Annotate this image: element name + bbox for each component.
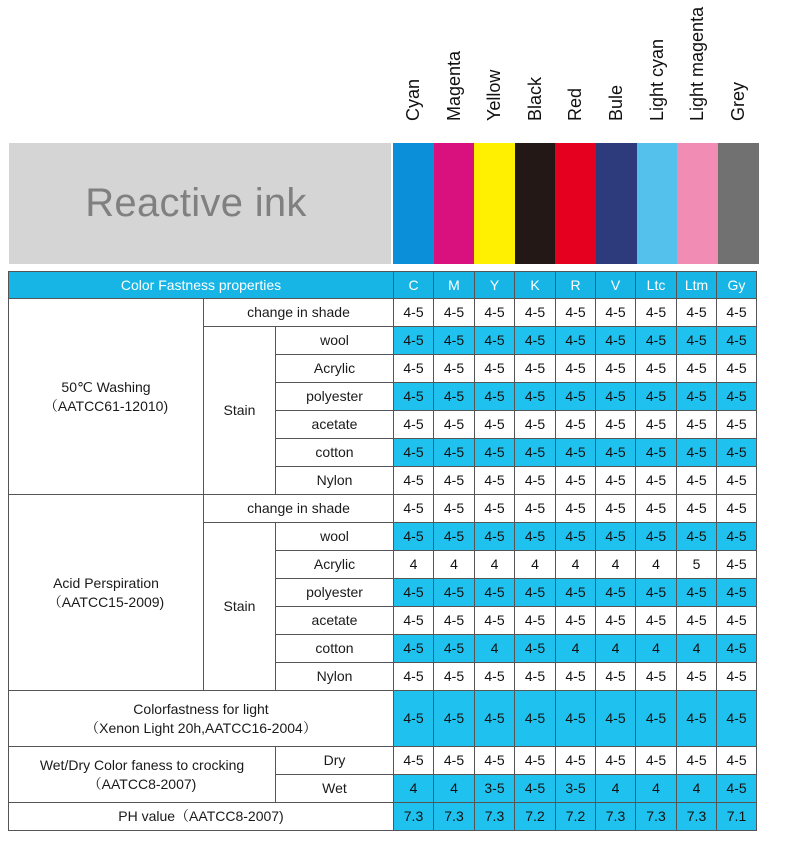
table-row (9, 691, 757, 747)
value-cell: 4-5 (677, 579, 717, 607)
ph-label: PH value（AATCC8-2007) (9, 803, 394, 831)
value-cell: 4-5 (556, 607, 596, 635)
value-cell: 4-5 (556, 495, 596, 523)
fabric-label: polyester (276, 579, 394, 607)
value-cell: 4-5 (677, 383, 717, 411)
value-cell: 4 (394, 551, 434, 579)
value-cell: 4-5 (394, 355, 434, 383)
value-cell: 4-5 (515, 383, 556, 411)
value-cell: 4-5 (677, 467, 717, 495)
color-name-text: Grey (728, 81, 748, 121)
page-title: Reactive ink (85, 181, 307, 225)
value-cell: 4-5 (677, 439, 717, 467)
value-cell: 4-5 (515, 299, 556, 327)
value-cell: 4-5 (515, 495, 556, 523)
value-cell: 4-5 (636, 663, 677, 691)
value-cell: 7.3 (677, 803, 717, 831)
value-cell: 4-5 (596, 579, 636, 607)
value-cell: 4-5 (717, 691, 757, 747)
value-cell: 4-5 (636, 467, 677, 495)
value-cell: 4-5 (434, 691, 475, 747)
column-code: Ltm (677, 272, 717, 299)
value-cell: 4 (677, 635, 717, 663)
value-cell: 4-5 (596, 299, 636, 327)
value-cell: 4-5 (556, 747, 596, 775)
color-name-label (637, 4, 677, 142)
value-cell: 4-5 (434, 439, 475, 467)
value-cell: 4-5 (556, 467, 596, 495)
test-method-label (9, 495, 204, 691)
value-cell: 4-5 (475, 327, 515, 355)
color-swatch-yellow (474, 143, 515, 264)
value-cell: 4 (475, 635, 515, 663)
value-cell: 4-5 (596, 495, 636, 523)
value-cell: 4-5 (596, 439, 636, 467)
column-code: Y (475, 272, 515, 299)
value-cell: 4-5 (636, 299, 677, 327)
label-line: （AATCC61-12010) (43, 397, 169, 414)
value-cell: 4 (596, 775, 636, 803)
value-cell: 7.3 (596, 803, 636, 831)
value-cell: 4-5 (394, 691, 434, 747)
value-cell: 4-5 (515, 579, 556, 607)
value-cell: 4-5 (515, 663, 556, 691)
table-row (9, 747, 757, 775)
column-code: M (434, 272, 475, 299)
value-cell: 4-5 (677, 747, 717, 775)
value-cell: 4-5 (475, 467, 515, 495)
fabric-label: cotton (276, 635, 394, 663)
color-name-label (393, 4, 433, 142)
light-fastness-label (9, 691, 394, 747)
value-cell: 4-5 (596, 747, 636, 775)
value-cell: 4-5 (556, 439, 596, 467)
value-cell: 4-5 (394, 495, 434, 523)
value-cell: 4-5 (475, 495, 515, 523)
value-cell: 4 (677, 775, 717, 803)
value-cell: 7.1 (717, 803, 757, 831)
column-code: K (515, 272, 556, 299)
value-cell: 4-5 (475, 355, 515, 383)
color-name-label (596, 4, 636, 142)
value-cell: 4-5 (636, 439, 677, 467)
value-cell: 4-5 (515, 327, 556, 355)
change-in-shade-label: change in shade (204, 299, 394, 327)
value-cell: 4-5 (434, 663, 475, 691)
value-cell: 4-5 (596, 327, 636, 355)
value-cell: 7.2 (556, 803, 596, 831)
value-cell: 4-5 (717, 495, 757, 523)
table-row (9, 803, 757, 831)
fabric-label: acetate (276, 411, 394, 439)
color-swatch-light-cyan (637, 143, 678, 264)
value-cell: 4-5 (434, 523, 475, 551)
value-cell: 4 (475, 551, 515, 579)
color-name-label (474, 4, 514, 142)
label-line: （AATCC8-2007) (87, 775, 197, 792)
color-name-text: Red (565, 87, 585, 121)
value-cell: 4 (596, 551, 636, 579)
value-cell: 4-5 (636, 495, 677, 523)
value-cell: 4-5 (717, 383, 757, 411)
value-cell: 4-5 (556, 411, 596, 439)
value-cell: 7.2 (515, 803, 556, 831)
value-cell: 4-5 (636, 411, 677, 439)
label-line: （Xenon Light 20h,AATCC16-2004） (85, 719, 317, 736)
value-cell: 4-5 (636, 523, 677, 551)
value-cell: 4-5 (717, 299, 757, 327)
value-cell: 4-5 (394, 663, 434, 691)
value-cell: 4-5 (434, 495, 475, 523)
value-cell: 4-5 (677, 523, 717, 551)
value-cell: 4-5 (556, 691, 596, 747)
color-name-label (555, 4, 595, 142)
value-cell: 4 (636, 775, 677, 803)
value-cell: 4-5 (717, 579, 757, 607)
value-cell: 4-5 (434, 607, 475, 635)
value-cell: 4-5 (475, 383, 515, 411)
fabric-label: wool (276, 327, 394, 355)
value-cell: 4-5 (717, 747, 757, 775)
value-cell: 4-5 (596, 663, 636, 691)
value-cell: 4-5 (475, 411, 515, 439)
color-name-text: Bule (606, 84, 626, 121)
value-cell: 4-5 (717, 635, 757, 663)
crocking-label (9, 747, 276, 803)
value-cell: 4-5 (434, 327, 475, 355)
value-cell: 4 (394, 775, 434, 803)
value-cell: 4-5 (394, 523, 434, 551)
color-swatch-cyan (393, 143, 434, 264)
value-cell: 4-5 (596, 691, 636, 747)
color-swatch-magenta (434, 143, 475, 264)
value-cell: 4 (556, 635, 596, 663)
value-cell: 4-5 (475, 747, 515, 775)
value-cell: 4-5 (394, 299, 434, 327)
value-cell: 4-5 (434, 299, 475, 327)
value-cell: 4-5 (434, 747, 475, 775)
value-cell: 4-5 (717, 523, 757, 551)
value-cell: 4-5 (434, 467, 475, 495)
color-fastness-table (8, 271, 757, 831)
value-cell: 4-5 (717, 551, 757, 579)
column-code: Gy (717, 272, 757, 299)
value-cell: 4-5 (636, 383, 677, 411)
stain-label: Stain (204, 327, 276, 495)
value-cell: 4-5 (677, 495, 717, 523)
value-cell: 4-5 (515, 523, 556, 551)
value-cell: 4-5 (556, 327, 596, 355)
value-cell: 4-5 (556, 383, 596, 411)
value-cell: 4-5 (434, 579, 475, 607)
value-cell: 3-5 (556, 775, 596, 803)
table-row (9, 299, 757, 327)
value-cell: 4-5 (717, 355, 757, 383)
value-cell: 4-5 (596, 411, 636, 439)
color-name-text: Light magenta (687, 6, 707, 121)
test-method-label (9, 299, 204, 495)
value-cell: 4 (434, 775, 475, 803)
value-cell: 5 (677, 551, 717, 579)
value-cell: 4-5 (636, 579, 677, 607)
value-cell: 4 (556, 551, 596, 579)
value-cell: 4-5 (394, 411, 434, 439)
column-code: Ltc (636, 272, 677, 299)
title-band (9, 143, 391, 264)
value-cell: 4-5 (394, 439, 434, 467)
value-cell: 4-5 (717, 327, 757, 355)
value-cell: 4-5 (677, 327, 717, 355)
value-cell: 4-5 (394, 327, 434, 355)
value-cell: 4-5 (394, 607, 434, 635)
value-cell: 4-5 (677, 663, 717, 691)
color-name-label (677, 4, 717, 142)
fabric-label: Nylon (276, 467, 394, 495)
value-cell: 4-5 (394, 579, 434, 607)
value-cell: 4-5 (434, 635, 475, 663)
value-cell: 4-5 (556, 579, 596, 607)
value-cell: 4-5 (717, 411, 757, 439)
value-cell: 7.3 (636, 803, 677, 831)
value-cell: 4-5 (677, 411, 717, 439)
dry-label: Dry (276, 747, 394, 775)
color-swatch-black (515, 143, 556, 264)
fabric-label: cotton (276, 439, 394, 467)
value-cell: 4-5 (394, 383, 434, 411)
value-cell: 4-5 (556, 299, 596, 327)
label-line: （AATCC15-2009) (47, 593, 165, 610)
value-cell: 4-5 (475, 299, 515, 327)
fabric-label: Acrylic (276, 551, 394, 579)
value-cell: 4-5 (636, 607, 677, 635)
label-line: 50℃ Washing (61, 378, 151, 395)
color-name-text: Magenta (444, 50, 464, 121)
fabric-label: Acrylic (276, 355, 394, 383)
color-name-text: Cyan (403, 78, 423, 121)
value-cell: 4-5 (515, 775, 556, 803)
value-cell: 4-5 (717, 439, 757, 467)
value-cell: 7.3 (475, 803, 515, 831)
value-cell: 4-5 (515, 747, 556, 775)
value-cell: 4-5 (717, 607, 757, 635)
value-cell: 4-5 (475, 691, 515, 747)
value-cell: 7.3 (434, 803, 475, 831)
value-cell: 4-5 (556, 523, 596, 551)
value-cell: 4 (515, 551, 556, 579)
value-cell: 4-5 (515, 355, 556, 383)
color-name-text: Light cyan (647, 38, 667, 121)
value-cell: 4-5 (556, 663, 596, 691)
color-name-label (718, 4, 758, 142)
value-cell: 4-5 (475, 663, 515, 691)
value-cell: 4-5 (636, 355, 677, 383)
value-cell: 4 (636, 551, 677, 579)
value-cell: 4-5 (717, 775, 757, 803)
value-cell: 4-5 (475, 607, 515, 635)
value-cell: 4-5 (717, 467, 757, 495)
value-cell: 4-5 (434, 355, 475, 383)
value-cell: 4 (636, 635, 677, 663)
value-cell: 4-5 (596, 355, 636, 383)
value-cell: 4-5 (515, 607, 556, 635)
value-cell: 4-5 (717, 663, 757, 691)
value-cell: 4-5 (636, 327, 677, 355)
table-header-row (9, 272, 757, 299)
value-cell: 4-5 (394, 467, 434, 495)
value-cell: 4-5 (394, 635, 434, 663)
color-swatch-red (555, 143, 596, 264)
table-row (9, 495, 757, 523)
fabric-label: acetate (276, 607, 394, 635)
label-line: Colorfastness for light (133, 700, 269, 717)
value-cell: 4 (596, 635, 636, 663)
fabric-label: polyester (276, 383, 394, 411)
value-cell: 4-5 (515, 411, 556, 439)
header-label: Color Fastness properties (9, 272, 394, 299)
column-code: R (556, 272, 596, 299)
value-cell: 4-5 (636, 691, 677, 747)
value-cell: 4-5 (515, 467, 556, 495)
stain-label: Stain (204, 523, 276, 691)
value-cell: 4-5 (596, 467, 636, 495)
value-cell: 4-5 (596, 523, 636, 551)
value-cell: 4-5 (677, 691, 717, 747)
value-cell: 3-5 (475, 775, 515, 803)
value-cell: 4-5 (515, 635, 556, 663)
fabric-label: Nylon (276, 663, 394, 691)
color-name-text: Yellow (484, 69, 504, 121)
value-cell: 4-5 (636, 747, 677, 775)
value-cell: 4-5 (475, 523, 515, 551)
value-cell: 4-5 (434, 383, 475, 411)
fabric-label: wool (276, 523, 394, 551)
value-cell: 4-5 (475, 439, 515, 467)
value-cell: 4-5 (394, 747, 434, 775)
color-name-text: Black (525, 76, 545, 121)
label-line: Acid Perspiration (53, 574, 159, 591)
label-line: Wet/Dry Color faness to crocking (39, 756, 245, 773)
value-cell: 4-5 (515, 439, 556, 467)
column-code: C (394, 272, 434, 299)
value-cell: 4-5 (677, 607, 717, 635)
value-cell: 4-5 (677, 299, 717, 327)
value-cell: 4 (434, 551, 475, 579)
value-cell: 4-5 (596, 607, 636, 635)
change-in-shade-label: change in shade (204, 495, 394, 523)
value-cell: 4-5 (475, 579, 515, 607)
color-swatch-bule (596, 143, 637, 264)
color-name-label (434, 4, 474, 142)
value-cell: 4-5 (556, 355, 596, 383)
value-cell: 4-5 (434, 411, 475, 439)
wet-label: Wet (276, 775, 394, 803)
color-name-label (515, 4, 555, 142)
value-cell: 4-5 (677, 355, 717, 383)
color-swatch-grey (718, 143, 759, 264)
value-cell: 4-5 (596, 383, 636, 411)
value-cell: 4-5 (515, 691, 556, 747)
color-swatch-light-magenta (677, 143, 718, 264)
value-cell: 7.3 (394, 803, 434, 831)
column-code: V (596, 272, 636, 299)
